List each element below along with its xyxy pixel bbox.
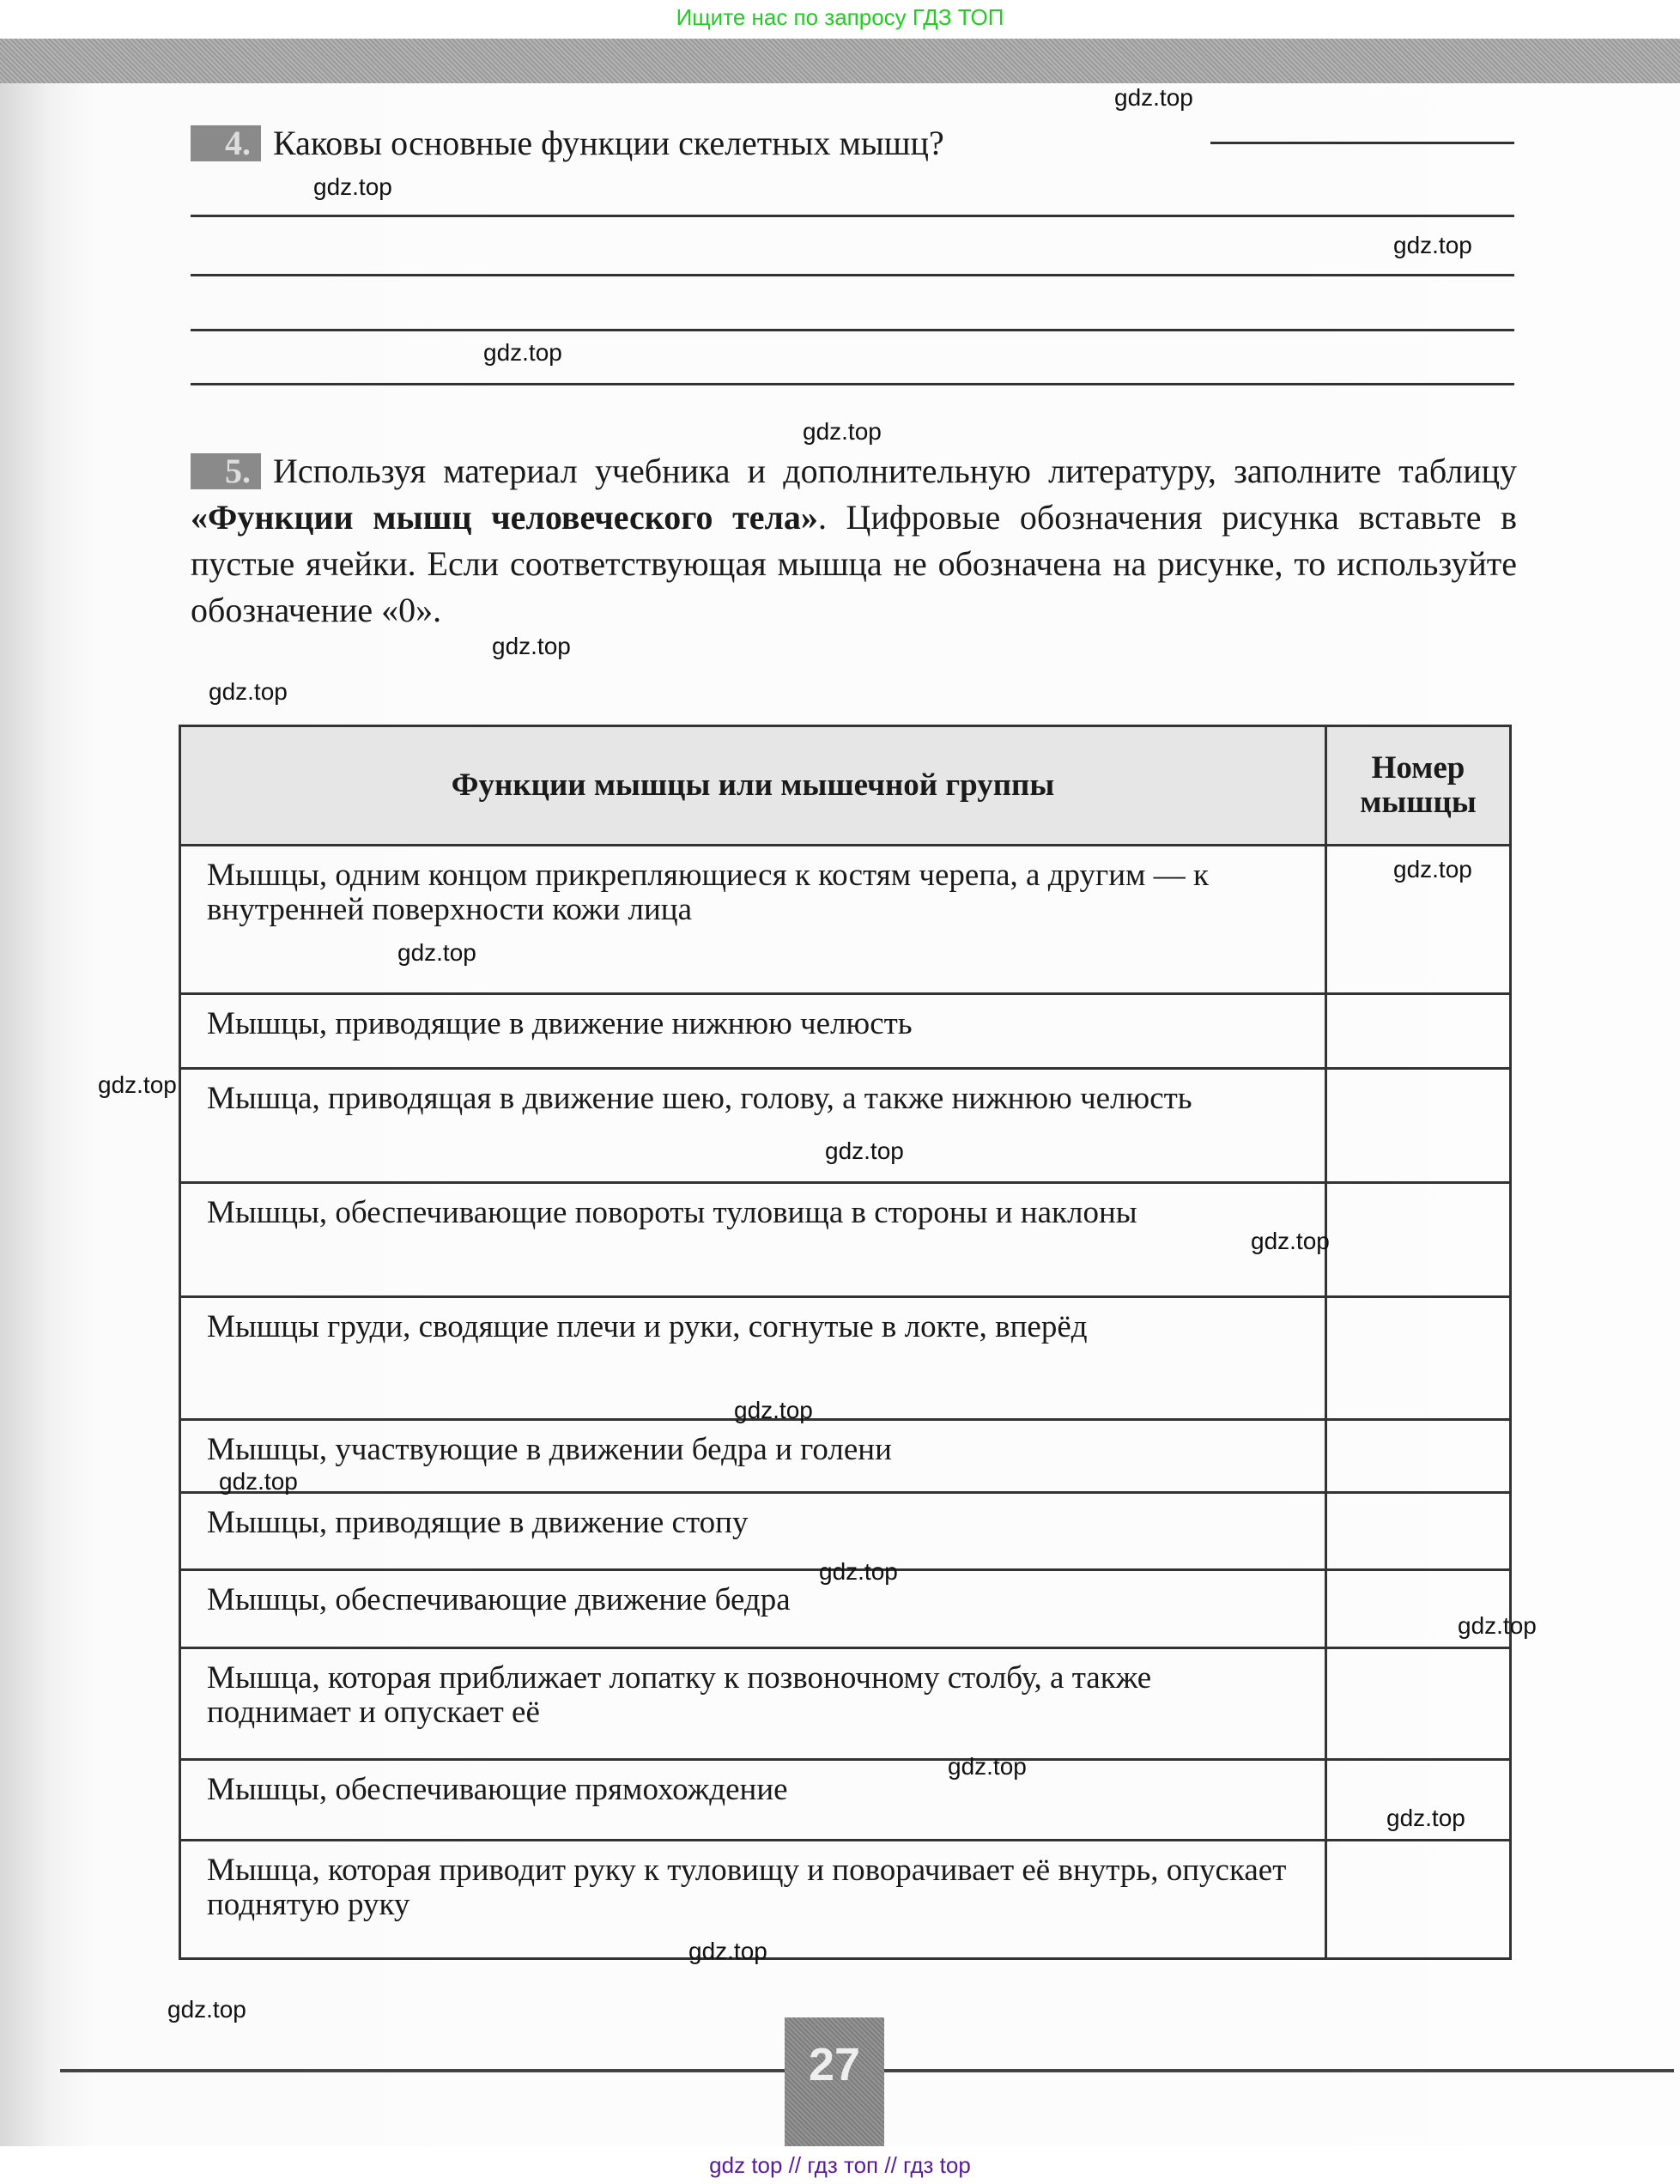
- watermark: gdz.top: [1251, 1228, 1330, 1254]
- function-cell: Мышца, которая приближает лопатку к позвоночному столбу, а также поднимает и опускает её: [180, 1648, 1326, 1760]
- watermark: gdz.top: [819, 1558, 898, 1585]
- question-number: 4.: [191, 125, 261, 161]
- muscle-number-cell[interactable]: [1326, 1841, 1511, 1959]
- watermark: gdz.top: [219, 1468, 298, 1495]
- watermark: gdz.top: [492, 633, 571, 659]
- answer-line[interactable]: [191, 274, 1514, 276]
- function-cell: Мышца, приводящая в движение шею, голову, а также нижнюю челюсть: [180, 1069, 1326, 1183]
- muscle-number-cell[interactable]: [1326, 1493, 1511, 1570]
- muscle-number-cell[interactable]: [1326, 1420, 1511, 1493]
- watermark: gdz.top: [167, 1996, 246, 2023]
- table-row: [180, 1648, 1511, 1760]
- function-cell: Мышцы, одним концом прикрепляющиеся к костям черепа, а другим — к внутренней поверхности кожи лица: [180, 846, 1326, 994]
- function-cell: Мышцы, участвующие в движении бедра и голени: [180, 1420, 1326, 1493]
- watermark: gdz.top: [803, 418, 882, 445]
- question-5: [191, 448, 1517, 634]
- question-number: 5.: [191, 453, 261, 489]
- watermark: gdz.top: [1114, 84, 1193, 111]
- header-band: [0, 39, 1680, 83]
- table-row: [180, 1760, 1511, 1841]
- answer-line[interactable]: [191, 215, 1514, 217]
- muscle-number-cell[interactable]: [1326, 1297, 1511, 1420]
- watermark: gdz.top: [734, 1397, 813, 1423]
- header-function: Функции мышцы или мышечной группы: [180, 726, 1326, 846]
- function-cell: Мышцы груди, сводящие плечи и руки, согнутые в локте, вперёд: [180, 1297, 1326, 1420]
- watermark: gdz.top: [209, 678, 288, 705]
- search-banner[interactable]: Ищите нас по запросу ГДЗ ТОП: [0, 0, 1680, 39]
- function-cell: Мышцы, обеспечивающие прямохождение: [180, 1760, 1326, 1841]
- table-row: [180, 1069, 1511, 1183]
- question-text: Каковы основные функции скелетных мышц?: [273, 124, 944, 162]
- watermark: gdz.top: [98, 1071, 177, 1098]
- table-row: [180, 1297, 1511, 1420]
- watermark: gdz.top: [1393, 856, 1472, 883]
- header-number: Номер мышцы: [1326, 726, 1511, 846]
- question-text: Используя материал учебника и дополнительную литературу, заполните таблицу: [273, 452, 1517, 490]
- answer-line[interactable]: [1210, 142, 1514, 144]
- question-text: . Цифровые обозначения рисунка вставьте в пустые ячейки. Если соответствующая мышца не обозначена на рисунке, то используйте обозначение «0».: [191, 498, 1517, 629]
- table-row: [180, 994, 1511, 1069]
- watermark: gdz.top: [313, 173, 392, 200]
- watermark: gdz.top: [483, 339, 562, 366]
- function-cell: Мышцы, приводящие в движение нижнюю челюсть: [180, 994, 1326, 1069]
- function-cell: Мышцы, обеспечивающие повороты туловища в стороны и наклоны: [180, 1183, 1326, 1297]
- function-cell: Мышцы, обеспечивающие движение бедра: [180, 1570, 1326, 1648]
- page-number: 27: [785, 2017, 884, 2146]
- answer-line[interactable]: [191, 383, 1514, 385]
- footer-links[interactable]: gdz top // гдз топ // гдз top: [0, 2146, 1680, 2184]
- muscle-number-cell[interactable]: [1326, 1069, 1511, 1183]
- muscle-number-cell[interactable]: [1326, 1183, 1511, 1297]
- answer-line[interactable]: [191, 329, 1514, 331]
- watermark: gdz.top: [397, 939, 476, 966]
- table-title: «Функции мышц человеческого тела»: [191, 498, 818, 537]
- watermark: gdz.top: [948, 1753, 1027, 1780]
- function-cell: Мышца, которая приводит руку к туловищу и поворачивает её внутрь, опускает поднятую руку: [180, 1841, 1326, 1959]
- watermark: gdz.top: [1393, 232, 1472, 258]
- function-cell: Мышцы, приводящие в движение стопу: [180, 1493, 1326, 1570]
- muscle-functions-table: [179, 725, 1512, 1960]
- watermark: gdz.top: [688, 1938, 767, 1964]
- table-row: [180, 846, 1511, 994]
- watermark: gdz.top: [825, 1138, 904, 1164]
- watermark: gdz.top: [1386, 1805, 1465, 1831]
- watermark: gdz.top: [1458, 1612, 1537, 1639]
- table-row: [180, 1841, 1511, 1959]
- muscle-number-cell[interactable]: [1326, 1648, 1511, 1760]
- muscle-number-cell[interactable]: [1326, 994, 1511, 1069]
- table-row: [180, 1420, 1511, 1493]
